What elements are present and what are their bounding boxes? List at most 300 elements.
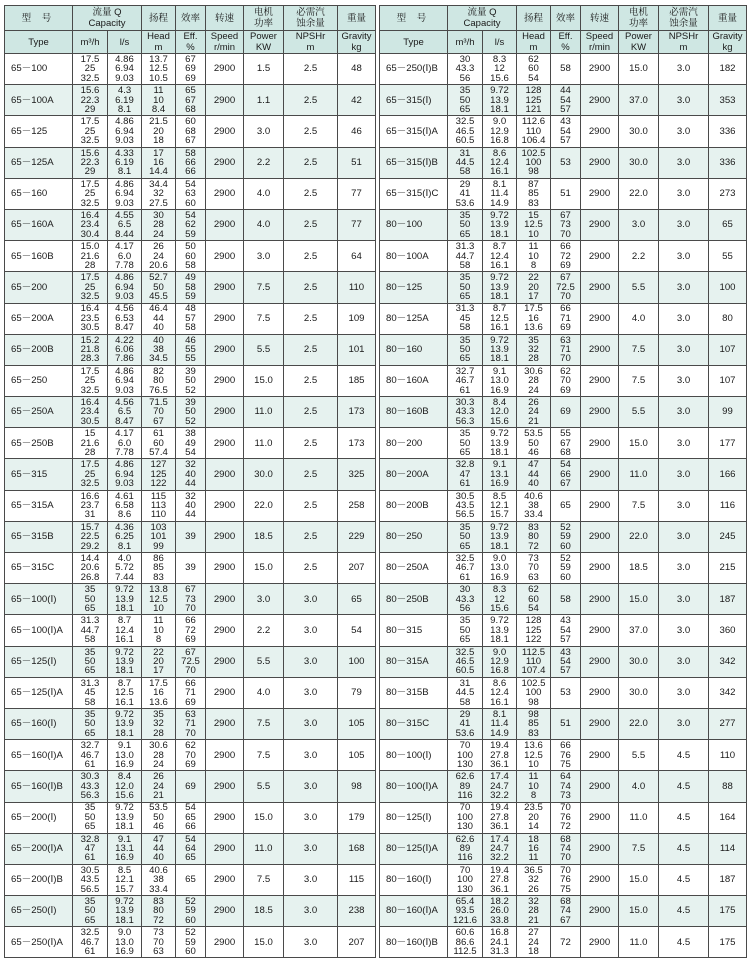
cell-weight: 207 xyxy=(338,927,376,958)
cell-head: 53.5 50 46 xyxy=(142,802,176,833)
cell-capacity-ls: 4.56 6.5 8.47 xyxy=(108,397,142,428)
cell-npshr: 3.0 xyxy=(659,646,709,677)
cell-capacity-m3h: 70 100 130 xyxy=(448,802,483,833)
cell-efficiency: 67 73 70 xyxy=(551,209,581,240)
cell-efficiency: 54 62 59 xyxy=(176,209,206,240)
cell-type: 65－160A xyxy=(5,209,73,240)
cell-npshr: 3.0 xyxy=(659,397,709,428)
col-eff-en: Eff. % xyxy=(176,31,206,54)
cell-speed: 2900 xyxy=(206,553,244,584)
cell-head: 17 16 14.4 xyxy=(142,147,176,178)
cell-type: 65－100(Ⅰ)A xyxy=(5,615,73,646)
cell-head: 11 10 8 xyxy=(517,771,551,802)
col-eff-cn: 效率 xyxy=(551,6,581,31)
cell-type: 80－315C xyxy=(380,708,448,739)
cell-head: 11 10 8.4 xyxy=(142,85,176,116)
cell-weight: 245 xyxy=(709,521,747,552)
cell-npshr: 3.0 xyxy=(284,833,338,864)
cell-npshr: 3.0 xyxy=(659,272,709,303)
cell-weight: 65 xyxy=(338,584,376,615)
cell-type: 65－125(Ⅰ)A xyxy=(5,677,73,708)
cell-npshr: 3.0 xyxy=(659,459,709,490)
cell-capacity-ls: 9.0 13.0 16.9 xyxy=(483,553,517,584)
cell-power: 3.0 xyxy=(619,209,659,240)
cell-capacity-m3h: 32.7 46.7 61 xyxy=(448,365,483,396)
capacity-en: Capacity xyxy=(88,18,126,29)
cell-head: 83 80 72 xyxy=(142,896,176,927)
cell-capacity-ls: 18.2 26.0 33.8 xyxy=(483,896,517,927)
cell-type: 80－200 xyxy=(380,428,448,459)
cell-speed: 2900 xyxy=(581,864,619,895)
cell-weight: 110 xyxy=(338,272,376,303)
cell-capacity-m3h: 35 50 65 xyxy=(73,802,108,833)
cell-speed: 2900 xyxy=(581,553,619,584)
cell-capacity-ls: 8.3 12 15.6 xyxy=(483,584,517,615)
cell-power: 4.0 xyxy=(244,178,284,209)
cell-capacity-ls: 4.17 6.0 7.78 xyxy=(108,241,142,272)
cell-power: 15.0 xyxy=(244,553,284,584)
cell-head: 11 10 8 xyxy=(517,241,551,272)
cell-capacity-m3h: 70 100 130 xyxy=(448,740,483,771)
cell-weight: 64 xyxy=(338,241,376,272)
cell-power: 7.5 xyxy=(619,833,659,864)
cell-capacity-ls: 9.72 13.9 18.1 xyxy=(108,896,142,927)
table-row xyxy=(5,209,376,240)
cell-head: 47 44 40 xyxy=(142,833,176,864)
cell-weight: 65 xyxy=(709,209,747,240)
col-npsh-en: NPSHr m xyxy=(284,31,338,54)
cell-efficiency: 54 64 65 xyxy=(176,833,206,864)
cell-type: 80－160 xyxy=(380,334,448,365)
col-power-cn: 电机 功率 xyxy=(244,6,284,31)
cell-power: 2.2 xyxy=(244,147,284,178)
cell-head: 18 16 11 xyxy=(517,833,551,864)
pump-spec-table-right xyxy=(379,5,747,958)
cell-power: 5.5 xyxy=(244,771,284,802)
cell-npshr: 3.0 xyxy=(659,490,709,521)
cell-head: 22 20 17 xyxy=(142,646,176,677)
cell-weight: 55 xyxy=(709,241,747,272)
cell-power: 1.5 xyxy=(244,54,284,85)
col-power-cn: 电机 功率 xyxy=(619,6,659,31)
cell-capacity-ls: 19.4 27.8 36.1 xyxy=(483,864,517,895)
cell-capacity-m3h: 32.5 46.7 61 xyxy=(448,553,483,584)
cell-npshr: 3.0 xyxy=(284,677,338,708)
table-row xyxy=(380,584,747,615)
col-npsh-cn: 必需汽 蚀余量 xyxy=(284,6,338,31)
cell-npshr: 2.5 xyxy=(284,553,338,584)
cell-head: 23.5 20 14 xyxy=(517,802,551,833)
cell-capacity-m3h: 17.5 25 32.5 xyxy=(73,54,108,85)
col-speed-cn: 转速 xyxy=(206,6,244,31)
cell-npshr: 3.0 xyxy=(659,54,709,85)
cell-capacity-ls: 8.7 12.4 16.1 xyxy=(108,615,142,646)
col-type-cn: 型 号 xyxy=(380,6,448,31)
cell-weight: 258 xyxy=(338,490,376,521)
cell-head: 40.6 38 33.4 xyxy=(142,864,176,895)
cell-type: 65－200B xyxy=(5,334,73,365)
cell-capacity-ls: 4.0 5.72 7.44 xyxy=(108,553,142,584)
cell-efficiency: 46 55 55 xyxy=(176,334,206,365)
cell-capacity-m3h: 14.4 20.6 26.8 xyxy=(73,553,108,584)
cell-head: 36.5 32 26 xyxy=(517,864,551,895)
cell-type: 80－250B xyxy=(380,584,448,615)
cell-weight: 342 xyxy=(709,677,747,708)
table-row xyxy=(5,521,376,552)
cell-efficiency: 63 71 70 xyxy=(551,334,581,365)
cell-capacity-ls: 9.72 13.9 18.1 xyxy=(483,428,517,459)
cell-power: 22.0 xyxy=(619,178,659,209)
cell-efficiency: 67 69 69 xyxy=(176,54,206,85)
cell-power: 15.0 xyxy=(619,896,659,927)
cell-head: 22 20 17 xyxy=(517,272,551,303)
cell-capacity-m3h: 32.5 46.5 60.5 xyxy=(448,646,483,677)
cell-type: 80－100(Ⅰ) xyxy=(380,740,448,771)
col-eff-cn: 效率 xyxy=(176,6,206,31)
cell-speed: 2900 xyxy=(206,397,244,428)
cell-speed: 2900 xyxy=(581,428,619,459)
col-unit-ls: l/s xyxy=(108,31,142,54)
cell-capacity-ls: 9.72 13.9 18.1 xyxy=(108,708,142,739)
cell-weight: 107 xyxy=(709,334,747,365)
cell-power: 37.0 xyxy=(619,615,659,646)
cell-speed: 2900 xyxy=(206,272,244,303)
cell-capacity-ls: 4.33 6.19 8.1 xyxy=(108,147,142,178)
cell-head: 40.6 38 33.4 xyxy=(517,490,551,521)
cell-capacity-m3h: 35 50 65 xyxy=(448,272,483,303)
cell-type: 65－160(Ⅰ) xyxy=(5,708,73,739)
cell-efficiency: 39 xyxy=(176,553,206,584)
cell-power: 7.5 xyxy=(619,490,659,521)
cell-weight: 98 xyxy=(338,771,376,802)
col-type-en: Type xyxy=(5,31,73,54)
cell-capacity-m3h: 15.7 22.5 29.2 xyxy=(73,521,108,552)
cell-capacity-m3h: 32.7 46.7 61 xyxy=(73,740,108,771)
cell-weight: 342 xyxy=(709,646,747,677)
cell-type: 65－315 xyxy=(5,459,73,490)
cell-efficiency: 67 72.5 70 xyxy=(176,646,206,677)
cell-npshr: 3.0 xyxy=(659,178,709,209)
cell-type: 65－315A xyxy=(5,490,73,521)
cell-power: 22.0 xyxy=(244,490,284,521)
cell-weight: 80 xyxy=(709,303,747,334)
col-eff-en: Eff. % xyxy=(551,31,581,54)
cell-capacity-ls: 9.72 13.9 18.1 xyxy=(108,646,142,677)
cell-speed: 2900 xyxy=(206,708,244,739)
cell-head: 102.5 100 98 xyxy=(517,677,551,708)
cell-npshr: 2.5 xyxy=(284,147,338,178)
table-row xyxy=(380,147,747,178)
cell-weight: 79 xyxy=(338,677,376,708)
cell-capacity-m3h: 16.6 23.7 31 xyxy=(73,490,108,521)
cell-head: 127 125 122 xyxy=(142,459,176,490)
cell-capacity-ls: 17.4 24.7 32.2 xyxy=(483,771,517,802)
cell-type: 80－125(Ⅰ)A xyxy=(380,833,448,864)
cell-speed: 2900 xyxy=(581,677,619,708)
cell-power: 30.0 xyxy=(619,116,659,147)
cell-npshr: 2.5 xyxy=(284,272,338,303)
cell-efficiency: 66 72 69 xyxy=(176,615,206,646)
cell-npshr: 3.0 xyxy=(284,646,338,677)
table-row xyxy=(380,740,747,771)
cell-efficiency: 62 70 69 xyxy=(551,365,581,396)
table-row xyxy=(5,241,376,272)
table-row xyxy=(5,459,376,490)
table-row xyxy=(5,116,376,147)
cell-power: 4.0 xyxy=(244,677,284,708)
cell-power: 7.5 xyxy=(244,272,284,303)
cell-speed: 2900 xyxy=(581,397,619,428)
cell-power: 11.0 xyxy=(619,459,659,490)
cell-efficiency: 67 72.5 70 xyxy=(551,272,581,303)
cell-type: 80－100(Ⅰ)A xyxy=(380,771,448,802)
cell-speed: 2900 xyxy=(581,740,619,771)
cell-power: 30.0 xyxy=(619,646,659,677)
cell-head: 82 80 76.5 xyxy=(142,365,176,396)
table-row xyxy=(380,771,747,802)
cell-efficiency: 39 50 52 xyxy=(176,397,206,428)
cell-speed: 2900 xyxy=(581,272,619,303)
cell-efficiency: 60 68 67 xyxy=(176,116,206,147)
cell-capacity-m3h: 35 50 65 xyxy=(73,896,108,927)
cell-npshr: 3.0 xyxy=(659,116,709,147)
cell-speed: 2900 xyxy=(206,740,244,771)
cell-weight: 175 xyxy=(709,896,747,927)
cell-npshr: 3.0 xyxy=(284,740,338,771)
cell-type: 80－315 xyxy=(380,615,448,646)
cell-capacity-ls: 8.1 11.4 14.9 xyxy=(483,178,517,209)
cell-power: 15.0 xyxy=(619,864,659,895)
col-power-en: Power KW xyxy=(619,31,659,54)
cell-head: 26 24 21 xyxy=(142,771,176,802)
cell-power: 30.0 xyxy=(244,459,284,490)
table-row xyxy=(380,833,747,864)
cell-capacity-ls: 9.72 13.9 18.1 xyxy=(108,584,142,615)
cell-head: 26 24 20.6 xyxy=(142,241,176,272)
cell-speed: 2900 xyxy=(581,116,619,147)
cell-npshr: 2.5 xyxy=(284,241,338,272)
cell-capacity-m3h: 17.5 25 32.5 xyxy=(73,116,108,147)
col-weight-cn: 重量 xyxy=(338,6,376,31)
cell-weight: 360 xyxy=(709,615,747,646)
cell-head: 53.5 50 46 xyxy=(517,428,551,459)
cell-power: 18.5 xyxy=(244,521,284,552)
cell-weight: 101 xyxy=(338,334,376,365)
cell-speed: 2900 xyxy=(581,584,619,615)
cell-speed: 2900 xyxy=(206,802,244,833)
cell-efficiency: 54 66 67 xyxy=(551,459,581,490)
cell-type: 80－125 xyxy=(380,272,448,303)
cell-head: 128 125 122 xyxy=(517,615,551,646)
cell-speed: 2900 xyxy=(206,896,244,927)
cell-power: 11.0 xyxy=(244,397,284,428)
cell-speed: 2900 xyxy=(581,147,619,178)
cell-npshr: 2.5 xyxy=(284,428,338,459)
cell-head: 30 28 24 xyxy=(142,209,176,240)
cell-efficiency: 63 71 70 xyxy=(176,708,206,739)
cell-capacity-m3h: 29 41 53.6 xyxy=(448,178,483,209)
cell-npshr: 3.0 xyxy=(659,147,709,178)
cell-speed: 2900 xyxy=(581,54,619,85)
cell-power: 3.0 xyxy=(244,116,284,147)
cell-efficiency: 69 xyxy=(176,771,206,802)
cell-capacity-ls: 4.61 6.58 8.6 xyxy=(108,490,142,521)
cell-weight: 179 xyxy=(338,802,376,833)
cell-type: 80－100 xyxy=(380,209,448,240)
cell-capacity-m3h: 35 50 65 xyxy=(448,209,483,240)
table-row xyxy=(5,740,376,771)
cell-speed: 2900 xyxy=(581,896,619,927)
cell-head: 112.5 110 107.4 xyxy=(517,646,551,677)
cell-npshr: 4.5 xyxy=(659,771,709,802)
col-unit-m3h: m³/h xyxy=(448,31,483,54)
cell-weight: 277 xyxy=(709,708,747,739)
cell-power: 37.0 xyxy=(619,85,659,116)
cell-capacity-ls: 17.4 24.7 32.2 xyxy=(483,833,517,864)
cell-type: 65－250A xyxy=(5,397,73,428)
cell-power: 7.5 xyxy=(619,365,659,396)
cell-efficiency: 53 xyxy=(551,147,581,178)
cell-capacity-m3h: 31.3 45 58 xyxy=(73,677,108,708)
table-row xyxy=(5,272,376,303)
cell-head: 46.4 44 40 xyxy=(142,303,176,334)
col-power-en: Power KW xyxy=(244,31,284,54)
cell-type: 65－160(Ⅰ)A xyxy=(5,740,73,771)
cell-efficiency: 65 67 68 xyxy=(176,85,206,116)
cell-npshr: 4.5 xyxy=(659,802,709,833)
cell-type: 65－250B xyxy=(5,428,73,459)
cell-speed: 2900 xyxy=(581,927,619,958)
cell-weight: 173 xyxy=(338,428,376,459)
cell-weight: 229 xyxy=(338,521,376,552)
cell-capacity-ls: 8.1 11.4 14.9 xyxy=(483,708,517,739)
cell-head: 21.5 20 18 xyxy=(142,116,176,147)
cell-npshr: 3.0 xyxy=(284,864,338,895)
cell-type: 65－125 xyxy=(5,116,73,147)
cell-speed: 2900 xyxy=(206,303,244,334)
table-row xyxy=(380,241,747,272)
cell-capacity-m3h: 32.5 46.5 60.5 xyxy=(448,116,483,147)
cell-head: 83 80 72 xyxy=(517,521,551,552)
cell-capacity-m3h: 65.4 93.5 121.6 xyxy=(448,896,483,927)
cell-weight: 109 xyxy=(338,303,376,334)
cell-type: 80－160(Ⅰ) xyxy=(380,864,448,895)
cell-head: 47 44 40 xyxy=(517,459,551,490)
cell-weight: 175 xyxy=(709,927,747,958)
cell-npshr: 2.5 xyxy=(284,397,338,428)
table-row xyxy=(5,771,376,802)
cell-weight: 46 xyxy=(338,116,376,147)
cell-weight: 88 xyxy=(709,771,747,802)
cell-speed: 2900 xyxy=(206,677,244,708)
cell-type: 65－160B xyxy=(5,241,73,272)
cell-power: 7.5 xyxy=(244,708,284,739)
cell-power: 7.5 xyxy=(244,303,284,334)
col-head-en: Head m xyxy=(142,31,176,54)
cell-power: 18.5 xyxy=(619,553,659,584)
table-row xyxy=(380,397,747,428)
cell-speed: 2900 xyxy=(206,178,244,209)
col-head-en: Head m xyxy=(517,31,551,54)
cell-weight: 116 xyxy=(709,490,747,521)
cell-head: 87 85 83 xyxy=(517,178,551,209)
cell-type: 65－250 xyxy=(5,365,73,396)
cell-efficiency: 32 40 44 xyxy=(176,490,206,521)
cell-power: 2.2 xyxy=(619,241,659,272)
cell-head: 11 10 8 xyxy=(142,615,176,646)
cell-speed: 2900 xyxy=(581,771,619,802)
cell-speed: 2900 xyxy=(581,459,619,490)
cell-npshr: 3.0 xyxy=(659,708,709,739)
cell-npshr: 4.5 xyxy=(659,740,709,771)
cell-speed: 2900 xyxy=(206,584,244,615)
cell-head: 17.5 16 13.6 xyxy=(517,303,551,334)
cell-weight: 353 xyxy=(709,85,747,116)
cell-npshr: 3.0 xyxy=(284,615,338,646)
table-row xyxy=(380,677,747,708)
cell-speed: 2900 xyxy=(206,241,244,272)
cell-head: 26 24 21 xyxy=(517,397,551,428)
cell-npshr: 2.5 xyxy=(284,116,338,147)
col-weight-en: Gravity kg xyxy=(338,31,376,54)
cell-capacity-ls: 9.0 13.0 16.9 xyxy=(108,927,142,958)
cell-weight: 336 xyxy=(709,116,747,147)
cell-efficiency: 52 59 60 xyxy=(176,896,206,927)
cell-efficiency: 54 65 66 xyxy=(176,802,206,833)
cell-capacity-m3h: 17.5 25 32.5 xyxy=(73,272,108,303)
cell-capacity-ls: 4.86 6.94 9.03 xyxy=(108,178,142,209)
cell-capacity-ls: 19.4 27.8 36.1 xyxy=(483,740,517,771)
table-row xyxy=(5,334,376,365)
cell-head: 128 125 121 xyxy=(517,85,551,116)
cell-capacity-m3h: 16.4 23.4 30.4 xyxy=(73,209,108,240)
cell-type: 80－315A xyxy=(380,646,448,677)
cell-capacity-m3h: 62.6 89 116 xyxy=(448,833,483,864)
table-row xyxy=(380,209,747,240)
cell-capacity-m3h: 15.6 22.3 29 xyxy=(73,147,108,178)
cell-head: 32 28 21 xyxy=(517,896,551,927)
cell-capacity-m3h: 31.3 45 58 xyxy=(448,303,483,334)
cell-head: 103 101 99 xyxy=(142,521,176,552)
cell-speed: 2900 xyxy=(581,241,619,272)
cell-speed: 2900 xyxy=(581,646,619,677)
cell-speed: 2900 xyxy=(581,615,619,646)
cell-type: 80－250 xyxy=(380,521,448,552)
col-unit-ls: l/s xyxy=(483,31,517,54)
cell-speed: 2900 xyxy=(206,116,244,147)
cell-head: 27 24 18 xyxy=(517,927,551,958)
table-row xyxy=(380,303,747,334)
cell-type: 80－125(Ⅰ) xyxy=(380,802,448,833)
cell-type: 65－250(Ⅰ)A xyxy=(5,927,73,958)
cell-efficiency: 66 71 69 xyxy=(176,677,206,708)
cell-speed: 2900 xyxy=(206,490,244,521)
cell-weight: 164 xyxy=(709,802,747,833)
cell-type: 65－125(Ⅰ) xyxy=(5,646,73,677)
cell-npshr: 2.5 xyxy=(284,490,338,521)
cell-weight: 107 xyxy=(709,365,747,396)
cell-weight: 238 xyxy=(338,896,376,927)
col-type-en: Type xyxy=(380,31,448,54)
cell-efficiency: 32 40 44 xyxy=(176,459,206,490)
cell-npshr: 3.0 xyxy=(659,209,709,240)
cell-speed: 2900 xyxy=(206,459,244,490)
cell-capacity-m3h: 30.5 43.5 56.5 xyxy=(448,490,483,521)
cell-capacity-ls: 8.6 12.4 16.1 xyxy=(483,677,517,708)
cell-type: 65－125A xyxy=(5,147,73,178)
cell-weight: 115 xyxy=(338,864,376,895)
cell-head: 15 12.5 10 xyxy=(517,209,551,240)
